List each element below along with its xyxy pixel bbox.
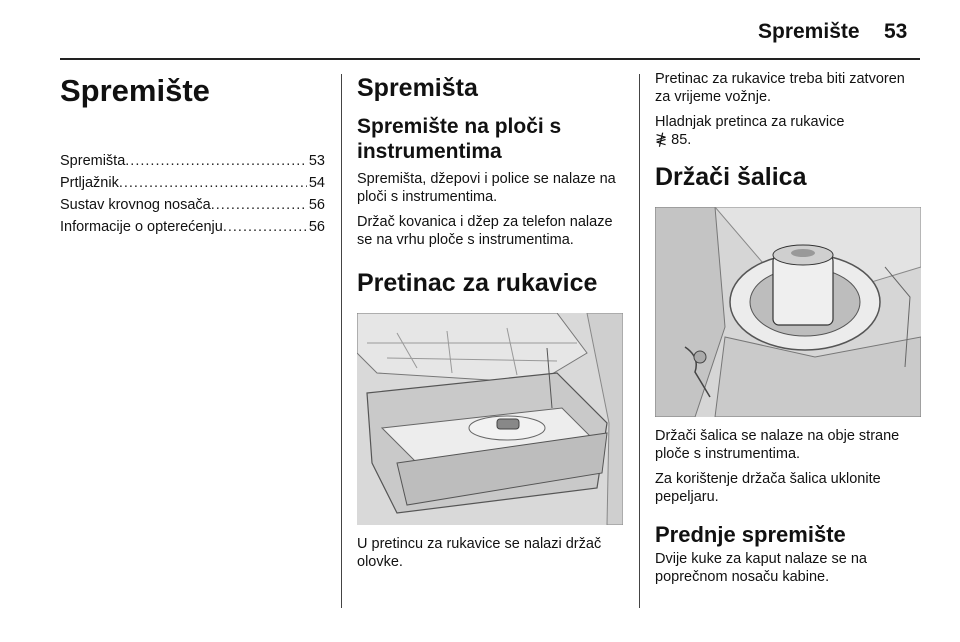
cupholder-image bbox=[655, 207, 921, 417]
toc-leader bbox=[119, 172, 307, 194]
column-divider-1 bbox=[341, 74, 342, 608]
subsection-title-front-storage: Prednje spremište bbox=[655, 522, 846, 547]
toc-entry[interactable] bbox=[60, 172, 325, 194]
image-caption: U pretincu za rukavice se nalazi držač olovke. bbox=[357, 536, 602, 570]
toc-page: 56 bbox=[308, 219, 325, 235]
toc-page: 53 bbox=[308, 153, 325, 169]
header-divider bbox=[60, 58, 920, 60]
toc-label: Sustav krovnog nosača bbox=[60, 197, 211, 213]
running-header-title: Spremište bbox=[758, 20, 860, 43]
paragraph: Pretinac za rukavice treba biti zatvoren za vrijeme vožnje. bbox=[655, 71, 905, 105]
paragraph: Za korištenje držača šalica uklonite pepeljaru. bbox=[655, 471, 881, 505]
paragraph bbox=[655, 113, 923, 149]
toc-page: 56 bbox=[308, 197, 325, 213]
toc-label: Prtljažnik bbox=[60, 175, 119, 191]
toc-leader bbox=[211, 194, 307, 216]
paragraph: Dvije kuke za kaput nalaze se na poprečnom nosaču kabine. bbox=[655, 551, 867, 585]
subsection-title-dashboard-storage: Spremište na ploči s instrumentima bbox=[357, 115, 562, 163]
toc-entry[interactable] bbox=[60, 216, 325, 238]
section-title-glovebox: Pretinac za rukavice bbox=[357, 269, 598, 297]
column-storage bbox=[357, 70, 623, 578]
toc-leader bbox=[125, 150, 307, 172]
section-title-storage: Spremišta bbox=[357, 74, 478, 102]
toc-entry[interactable] bbox=[60, 150, 325, 172]
column-toc bbox=[60, 70, 325, 238]
toc-label: Spremišta bbox=[60, 153, 126, 169]
table-of-contents bbox=[60, 150, 325, 238]
toc-leader bbox=[223, 216, 307, 238]
glovebox-image bbox=[357, 313, 623, 525]
paragraph: Držači šalica se nalaze na obje strane ploče s instrumentima. bbox=[655, 428, 900, 462]
paragraph: Spremišta, džepovi i police se nalaze na ploči s instrumentima. bbox=[357, 171, 616, 205]
reference-text: Hladnjak pretinca za rukavice bbox=[655, 114, 845, 130]
column-cupholders bbox=[655, 70, 923, 593]
page-number: 53 bbox=[884, 20, 908, 43]
section-title-cupholders: Držači šalica bbox=[655, 163, 807, 191]
page-reference-link[interactable]: ≹ 85. bbox=[655, 132, 692, 148]
toc-page: 54 bbox=[308, 175, 325, 191]
paragraph: Držač kovanica i džep za telefon nalaze se na vrhu ploče s instrumentima. bbox=[357, 214, 613, 248]
toc-entry[interactable] bbox=[60, 194, 325, 216]
chapter-title: Spremište bbox=[60, 73, 210, 108]
column-divider-2 bbox=[639, 74, 640, 608]
toc-label: Informacije o opterećenju bbox=[60, 219, 223, 235]
